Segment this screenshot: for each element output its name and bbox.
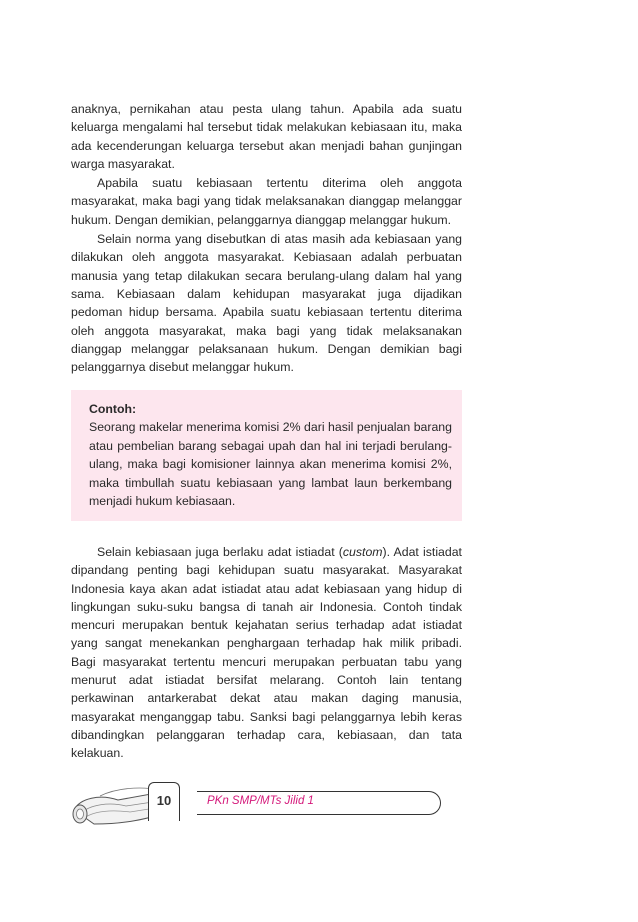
- book-title-tab: [197, 791, 441, 815]
- paragraph-continuation: anaknya, pernikahan atau pesta ulang tahun. Apabila ada suatu keluarga mengalami hal tersebut tidak melakukan kebiasaan itu, maka ada kecenderungan keluarga tersebut akan menjadi bahan gunjingan warga masyarakat.: [71, 102, 462, 171]
- example-text: Seorang makelar menerima komisi 2% dari hasil penjualan barang atau pembelian barang sebagai upah dan hal ini terjadi berulang-ulang, maka bagi komisioner lainnya akan menerima komisi 2%, maka timbullah suatu kebiasaan yang lambat laun berkembang menjadi hukum kebiasaan.: [89, 420, 452, 509]
- page-footer: [70, 780, 442, 828]
- adat-text-after: ). Adat istiadat dipandang penting bagi kehidupan suatu masyarakat. Masyarakat Indonesia kaya akan adat istiadat atau adat kebiasaan yang hidup di lingkungan suku-suku bangsa di tanah air Indonesia. Contoh tindak mencuri merupakan bentuk kejahatan serius terhadap adat istiadat yang sangat menekankan penghargaan terhadap hak milik pribadi. Bagi masyarakat tertentu mencuri merupakan perbuatan tabu yang menurut adat istiadat bersifat melarang. Contoh lain tentang perkawinan antarkerabat dekat atau makan daging manusia, masyarakat menganggap tabu. Sanksi bagi pelanggarnya lebih keras dibandingkan pelanggaran terhadap cara, kebiasaan, dan tata kelakuan.: [71, 544, 462, 761]
- example-box: [71, 390, 462, 521]
- example-title: Contoh:: [89, 402, 137, 417]
- paragraph-kebiasaan-diterima: Apabila suatu kebiasaan tertentu diterima oleh anggota masyarakat, maka bagi yang tidak melaksanakan dianggap melanggar hukum. Dengan demikian, pelanggarnya dianggap melanggar hukum.: [71, 176, 462, 227]
- adat-custom-term: custom: [342, 544, 383, 559]
- paragraph-kebiasaan-definisi: Selain norma yang disebutkan di atas masih ada kebiasaan yang dilakukan oleh anggota masyarakat. Kebiasaan adalah perbuatan manusia yang tetap dilakukan secara berulang-ulang dalam hal yang sama. Kebiasaan dalam kehidupan masyarakat juga dijadikan pedoman hidup bersama. Apabila suatu kebiasaan tertentu diterima oleh anggota masyarakat, maka bagi yang tidak melaksanakan dianggap melanggar pelaksanaan hukum. Dengan demikian bagi pelanggarnya disebut melanggar hukum.: [71, 232, 462, 375]
- book-title: PKn SMP/MTs Jilid 1: [207, 795, 314, 807]
- adat-text-before: Selain kebiasaan juga berlaku adat istiadat (: [97, 544, 343, 559]
- page-number: 10: [148, 782, 180, 821]
- paragraph-adat-istiadat: [71, 543, 462, 763]
- page-content: [71, 100, 462, 763]
